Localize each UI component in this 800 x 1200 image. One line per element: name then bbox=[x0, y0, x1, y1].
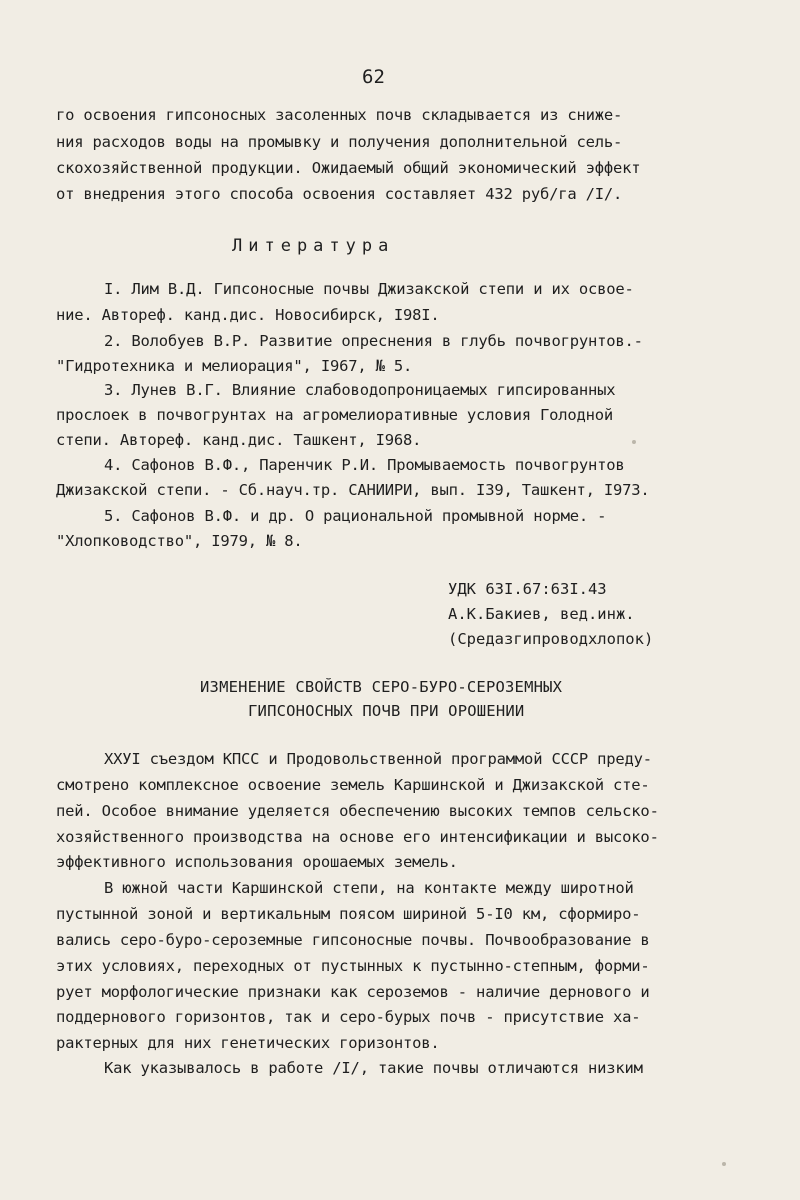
body-line: хозяйственного производства на основе его интенсификации и высоко- bbox=[56, 828, 659, 846]
intro-line: го освоения гипсоносных засоленных почв складывается из сниже- bbox=[56, 106, 623, 124]
reference-line: ние. Автореф. канд.дис. Новосибирск, I98I. bbox=[56, 306, 440, 324]
reference-line: прослоек в почвогрунтах на агромелиоративные условия Голодной bbox=[56, 406, 614, 424]
body-line: рует морфологические признаки как сероземов - наличие дернового и bbox=[56, 983, 650, 1001]
paper-speck bbox=[722, 1162, 726, 1166]
reference-line: 2. Волобуев В.Р. Развитие опреснения в глубь почвогрунтов.- bbox=[104, 332, 643, 350]
body-line: рактерных для них генетических горизонтов. bbox=[56, 1034, 440, 1052]
page-number: 62 bbox=[362, 66, 385, 88]
body-line: вались серо-буро-сероземные гипсоносные почвы. Почвообразование в bbox=[56, 931, 650, 949]
article-title-line: ГИПСОНОСНЫХ ПОЧВ ПРИ ОРОШЕНИИ bbox=[248, 702, 525, 720]
body-line: этих условиях, переходных от пустынных к пустынно-степным, форми- bbox=[56, 957, 650, 975]
paper-speck bbox=[632, 440, 636, 444]
reference-line: степи. Автореф. канд.дис. Ташкент, I968. bbox=[56, 431, 422, 449]
body-line: смотрено комплексное освоение земель Каршинской и Джизакской сте- bbox=[56, 776, 650, 794]
udc-code: УДК 63I.67:63I.43 bbox=[448, 580, 607, 598]
reference-line: 5. Сафонов В.Ф. и др. О рациональной промывной норме. - bbox=[104, 507, 607, 525]
body-line: поддернового горизонтов, так и серо-бурых почв - присутствие ха- bbox=[56, 1008, 641, 1026]
article-title-line: ИЗМЕНЕНИЕ СВОЙСТВ СЕРО-БУРО-СЕРОЗЕМНЫХ bbox=[200, 678, 563, 696]
reference-line: 3. Лунев В.Г. Влияние слабоводопроницаемых гипсированных bbox=[104, 381, 616, 399]
body-line: XXУI съездом КПСС и Продовольственной программой СССР преду- bbox=[104, 750, 652, 768]
body-line: эффективного использования орошаемых земель. bbox=[56, 853, 458, 871]
intro-line: скохозяйственной продукции. Ожидаемый общий экономический эффект bbox=[56, 159, 641, 177]
body-line: В южной части Каршинской степи, на контакте между широтной bbox=[104, 879, 634, 897]
reference-line: "Хлопководство", I979, № 8. bbox=[56, 532, 303, 550]
intro-line: ния расходов воды на промывку и получения дополнительной сель- bbox=[56, 133, 623, 151]
reference-line: I. Лим В.Д. Гипсоносные почвы Джизакской степи и их освое- bbox=[104, 280, 634, 298]
reference-line: Джизакской степи. - Сб.науч.тр. САНИИРИ, вып. I39, Ташкент, I973. bbox=[56, 481, 650, 499]
body-line: пустынной зоной и вертикальным поясом шириной 5-I0 км, сформиро- bbox=[56, 905, 641, 923]
reference-line: 4. Сафонов В.Ф., Паренчик Р.И. Промываемость почвогрунтов bbox=[104, 456, 625, 474]
intro-line: от внедрения этого способа освоения составляет 432 руб/га /I/. bbox=[56, 185, 623, 203]
author: А.К.Бакиев, вед.инж. bbox=[448, 605, 635, 623]
literature-heading: Литература bbox=[232, 236, 395, 256]
affiliation: (Средазгипроводхлопок) bbox=[448, 630, 654, 648]
reference-line: "Гидротехника и мелиорация", I967, № 5. bbox=[56, 357, 413, 375]
body-line: Как указывалось в работе /I/, такие почвы отличаются низким bbox=[104, 1059, 643, 1077]
body-line: пей. Особое внимание уделяется обеспечению высоких темпов сельско- bbox=[56, 802, 659, 820]
